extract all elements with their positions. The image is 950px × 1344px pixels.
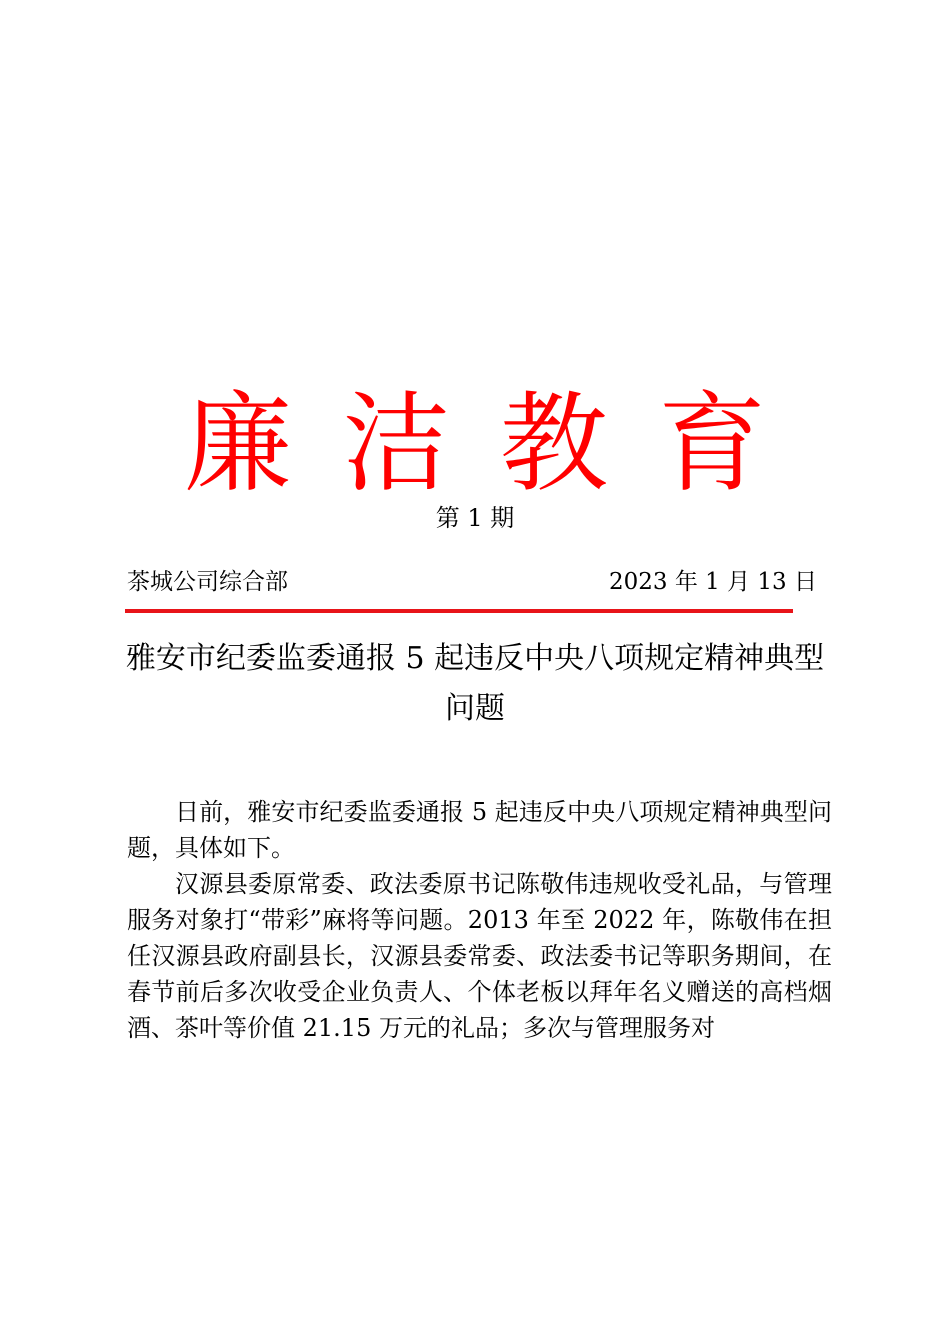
department: 茶城公司综合部 [127, 569, 288, 595]
article-body [127, 794, 832, 1046]
meta-row [127, 566, 817, 598]
red-divider [125, 609, 793, 613]
issue-date: 2023 年 1 月 13 日 [609, 569, 817, 595]
paragraph: 日前，雅安市纪委监委通报 5 起违反中央八项规定精神典型问题，具体如下。 [127, 798, 832, 862]
issue-number: 第 1 期 [435, 504, 515, 532]
paragraph: 汉源县委原常委、政法委原书记陈敬伟违规收受礼品，与管理服务对象打“带彩”麻将等问题。2013 年至 2022 年，陈敬伟在担任汉源县政府副县长，汉源县委常委、政法委书记等职务期间，在春节前后多次收受企业负责人、个体老板以拜年名义赠送的高档烟酒、茶叶等价值 21.15 万元的礼品；多次与管理服务对 [127, 870, 832, 1042]
article-title: 雅安市纪委监委通报 5 起违反中央八项规定精神典型问题 [125, 641, 825, 726]
masthead-title: 廉洁教育 [183, 382, 816, 507]
